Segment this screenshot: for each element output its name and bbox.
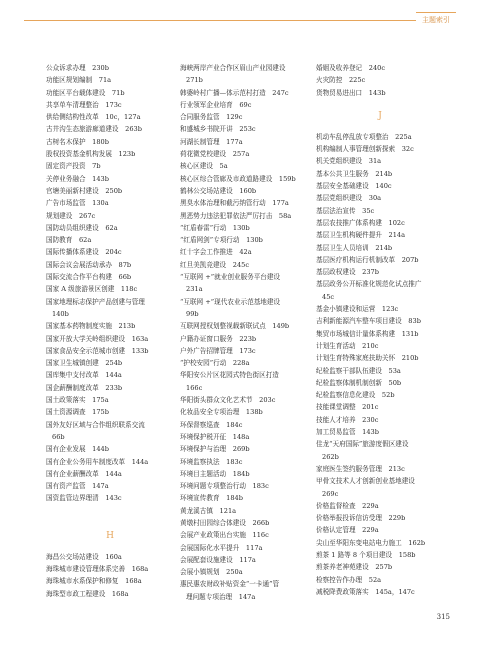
index-entry: 供给侧结构性改革 10c，127a [46, 113, 141, 122]
index-entry: 合同服务监管 129c [180, 113, 243, 122]
index-entry: 国有企业薪酬改革 144a [46, 469, 122, 478]
index-entry: 固定资产投资 7b [46, 162, 101, 171]
index-entry: 国有企业公务用车制度改革 144a [46, 457, 149, 466]
index-entry: 关停业务融合 143b [46, 174, 109, 183]
index-entry: 价格监督检查 229a [316, 501, 379, 510]
index-entry: 技能课堂调整 201c [316, 403, 379, 412]
index-entry: 黄龙溪古镇 121a [180, 506, 237, 515]
index-entry: 国资监管边界理清 143c [46, 494, 122, 503]
index-entry: 古井沟生态旅游廊道建设 263b [46, 125, 142, 134]
index-entry: 吉利新能源汽车整车项目建设 83b [316, 317, 421, 326]
index-entry: 会展配套设施建设 117a [180, 555, 256, 564]
index-entry: 功能区规划编制 71a [46, 76, 112, 85]
index-entry: 基金小镇建设和运营 123c [316, 305, 399, 314]
index-entry: 国家地理标志保护产品创建与管理 [46, 297, 145, 306]
header-rule [24, 20, 456, 21]
index-entry: 国有资产监管 147a [46, 482, 109, 491]
index-entry: 269c [322, 489, 339, 498]
index-entry: 佳龙“天府国际”旅游度假区建设 [316, 440, 409, 449]
index-entry: 纪检监察体制机制创新 50b [316, 378, 402, 387]
index-entry: 环境保护税开征 148a [180, 432, 250, 441]
index-entry: 海昌公交场站建设 160a [46, 552, 122, 561]
index-entry: 国家食品安全示范城市创建 133b [46, 346, 149, 355]
index-entry: 基层卫生人员培训 214b [316, 243, 393, 252]
index-entry: 价格认定管理 229a [316, 526, 379, 535]
index-entry: 基层医疗机构运行机制改革 207b [316, 255, 419, 264]
index-entry: 会展国际化水平提升 117a [180, 543, 263, 552]
index-entry: 红旦美凯竞建设 245c [180, 260, 250, 269]
index-column-1 [46, 62, 174, 600]
index-entry: 231a [186, 285, 203, 294]
index-entry: 国家 A 级旅游景区创建 118c [46, 285, 138, 294]
index-entry: 化妆品安全专项治理 138b [180, 408, 263, 417]
index-entry: 股权投资基金机构发展 123b [46, 150, 136, 159]
index-entry: 国际会议会展活动承办 87b [46, 260, 132, 269]
index-entry: 环保督察巡查 184c [180, 420, 243, 429]
index-entry: 基层政务公开标准化规范化试点推广 [316, 280, 422, 289]
index-entry: 煎茶养老神苑建设 257b [316, 563, 393, 572]
index-entry: 机动车乱停乱放专项整治 225a [316, 132, 412, 141]
index-entry: 惠民惠农财政补贴资金“一卡通”管 [180, 580, 280, 589]
index-entry: “护校安园”行动 228a [180, 359, 250, 368]
index-entry: 货物贸易进出口 143b [316, 88, 386, 97]
index-entry: 价格举报投诉信访受理 229b [316, 514, 406, 523]
index-entry: 基层农技推广体系构建 102c [316, 218, 405, 227]
index-entry: 会展产业政策出台实施 116c [180, 531, 269, 540]
index-entry: 国家基本药物制度实施 213b [46, 322, 136, 331]
index-entry: 家庭医生签约服务管理 213c [316, 464, 405, 473]
index-entry: 共享单车清理整治 173c [46, 100, 122, 109]
index-entry: 计划生育特殊家庭扶助关怀 210b [316, 354, 419, 363]
index-entry: 河湖长制管理 177a [180, 137, 243, 146]
index-entry: 官塘美丽新村建设 250b [46, 186, 123, 195]
index-entry: 减税降费政策落实 145a，147c [316, 587, 415, 596]
index-entry: 功能区平台载体建设 71b [46, 88, 125, 97]
index-entry: 核心区综合管廊及市政道路建设 159b [180, 174, 296, 183]
index-entry: 国防动员组织建设 62a [46, 223, 118, 232]
index-entry: 国家开放大学关岭组织建设 163a [46, 334, 149, 343]
index-entry: 海珠城市水系保护和修复 168a [46, 577, 142, 586]
index-entry: 271b [186, 76, 203, 85]
page-number: 315 [436, 613, 450, 621]
index-entry: 基层法治宣传 35c [316, 206, 375, 215]
index-entry: 国际交流合作平台构建 66b [46, 273, 132, 282]
index-entry: 机构编制人事管理创新探索 32c [316, 145, 414, 154]
index-entry: 技能人才培养 230c [316, 415, 379, 424]
index-entry: 华阳安公片区花园式特色街区打造 [180, 371, 279, 380]
index-entry: 海珠城市建设管理体系完善 168a [46, 564, 149, 573]
index-entry: 环境保护与治理 269b [180, 445, 250, 454]
index-entry: 加工贸易监管 143b [316, 428, 379, 437]
index-entry: 理问题专项治理 147a [186, 592, 256, 601]
index-entry: 国土资源调查 175b [46, 408, 109, 417]
index-entry: 国外友好区域与合作组织联系交流 [46, 420, 145, 429]
index-entry: 红十字会工作推进 42a [180, 248, 252, 257]
index-entry: 国有企业发展 144b [46, 445, 109, 454]
index-entry: “红盾网剑”专项行动 130b [180, 236, 263, 245]
index-entry: 国际传播体系建设 204c [46, 248, 122, 257]
index-entry: 纪检监察信息化建设 52b [316, 391, 395, 400]
index-entry: “红盾春雷”行动 130b [180, 223, 250, 232]
index-entry: 广告市场监管 130a [46, 199, 109, 208]
section-gap [46, 505, 174, 519]
index-entry: 99b [186, 309, 199, 318]
index-entry: 户外广告招牌管理 173c [180, 346, 256, 355]
index-entry: 纪检监察干部队伍建设 53a [316, 366, 401, 375]
index-entry: “互联网 +”就业创业服务平台建设 [180, 273, 281, 282]
index-entry: 互联网授权划整视载新联试点 149b [180, 322, 290, 331]
index-entry: 计划生育活动 210c [316, 341, 379, 350]
index-entry: 规划建设 267c [46, 211, 96, 220]
index-entry: “互联网 +”现代农业示范基地建设 [180, 297, 281, 306]
index-entry: 国家卫生城镇创建 254b [46, 359, 123, 368]
index-entry: 韩婆岭村广播—体示范村打造 247c [180, 88, 289, 97]
index-entry: 环境宣传教育 184b [180, 494, 243, 503]
section-letter: J [378, 110, 382, 121]
index-entry: 黄墩村田园综合体建设 266b [180, 518, 270, 527]
index-entry: 和盛城乡书院开讲 253c [180, 125, 256, 134]
index-entry: 行业领军企业培育 69c [180, 100, 252, 109]
index-entry: 海珠型市政工程建设 168a [46, 589, 129, 598]
index-entry: 基层卫生机构硬件提升 214a [316, 231, 406, 240]
index-entry: 户籍办证窗口服务 223b [180, 334, 257, 343]
index-entry: 古树名木保护 180b [46, 137, 109, 146]
index-entry: 262b [322, 452, 339, 461]
index-entry: 140b [52, 309, 69, 318]
index-entry: 核心区建设 5a [180, 162, 228, 171]
index-entry: 66b [52, 432, 65, 441]
index-entry: 集贸市场城信计量体系构建 131b [316, 329, 419, 338]
index-entry: 尖山至华阳东变电站电力施工 162b [316, 538, 426, 547]
index-entry: 基层政权建设 237b [316, 268, 379, 277]
index-entry: 黑恶势力违法犯罪依法严厉打击 58a [180, 211, 292, 220]
index-entry: 公众诉求办理 230b [46, 64, 109, 72]
index-entry: 环境监察执法 183c [180, 457, 243, 466]
index-entry: 基本公共卫生服务 214b [316, 169, 393, 178]
index-column-3 [316, 62, 444, 598]
section-letter: H [106, 530, 114, 541]
index-entry: 黑臭水体治理和截污纳管行动 177a [180, 199, 289, 208]
header-section-tab: 主题索引 [416, 12, 456, 28]
index-entry: 机关党组织建设 31a [316, 157, 382, 166]
index-entry: 火灾防控 225c [316, 76, 366, 85]
index-entry: 国防教育 62a [46, 236, 92, 245]
index-entry: 环境目主题活动 184b [180, 469, 250, 478]
index-entry: 检察控告作办理 52a [316, 575, 382, 584]
index-entry: 环境问题专项整治行动 183c [180, 482, 269, 491]
index-entry: 甲骨文技术人才创新创业基地建设 [316, 477, 415, 486]
index-entry: 荷花微党校建设 257a [180, 150, 250, 159]
index-entry: 国土政策落实 175a [46, 396, 109, 405]
index-entry: 国企薪酬制度改革 233b [46, 383, 123, 392]
index-entry: 166c [186, 383, 203, 392]
index-entry: 基层党组织建设 30a [316, 194, 382, 203]
index-entry: 国库集中支付改革 144a [46, 371, 122, 380]
index-entry: 会展小镇规划 250a [180, 568, 243, 577]
index-entry: 鹤林公交场站建设 160b [180, 186, 257, 195]
index-entry: 45c [322, 292, 335, 301]
index-column-2 [180, 62, 308, 603]
index-entry: 华阳街头群众文化艺术节 203c [180, 396, 276, 405]
index-entry: 煎茶 1 路等 8 个项目建设 158b [316, 550, 416, 559]
index-entry: 婚姻及收养登记 240c [316, 64, 386, 72]
index-entry: 基层安全基础建设 140c [316, 182, 392, 191]
index-entry: 海峡两岸产业合作区眉山产业园建设 [180, 64, 286, 72]
